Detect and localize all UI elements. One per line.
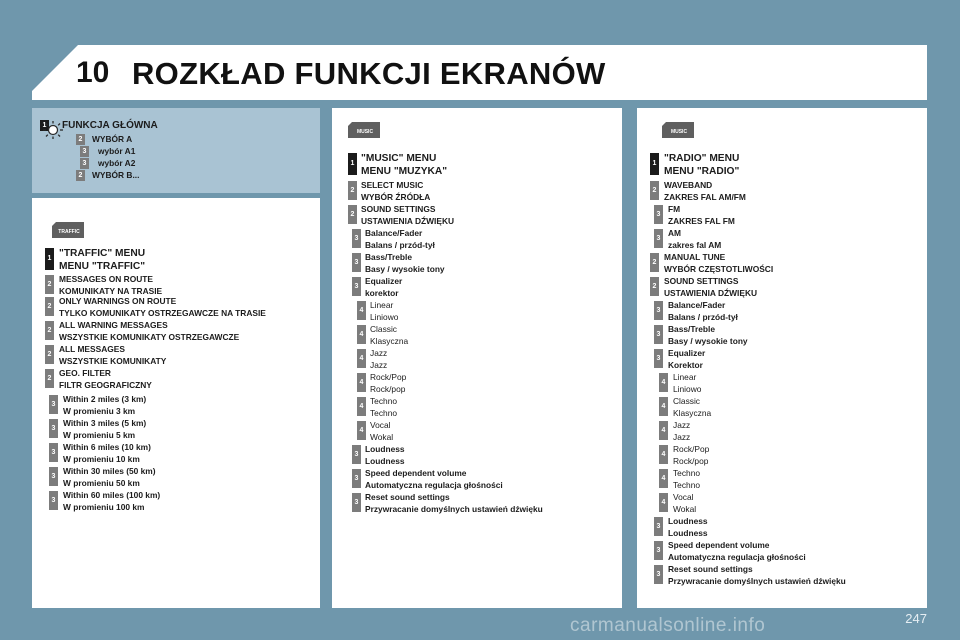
svg-text:MUSIC: MUSIC — [670, 129, 688, 135]
level-badge: 2 — [45, 275, 54, 294]
level-badge: 4 — [357, 301, 366, 320]
level-badge: 4 — [659, 373, 668, 392]
menu-item-line: Klasyczna — [370, 335, 409, 346]
menu-item-line: SELECT MUSIC — [361, 180, 424, 190]
menu-item-line: Automatyczna regulacja głośności — [668, 551, 806, 562]
menu-item-line: KOMUNIKATY NA TRASIE — [59, 285, 163, 296]
menu-item-label — [673, 372, 701, 395]
menu-item-label: wybór A1 — [98, 146, 136, 156]
menu-item-line: MANUAL TUNE — [664, 252, 726, 262]
level-badge: 2 — [45, 297, 54, 316]
level-badge: 3 — [654, 565, 663, 584]
menu-item-line: Within 2 miles (3 km) — [63, 394, 147, 404]
level-badge: 4 — [659, 445, 668, 464]
level-badge: 3 — [49, 419, 58, 438]
menu-item-line: Basy / wysokie tony — [365, 263, 445, 274]
menu-item-line: Loudness — [365, 455, 405, 466]
menu-item-label — [361, 204, 454, 227]
level-badge: 3 — [49, 443, 58, 462]
level-badge: 3 — [654, 349, 663, 368]
menu-item-label: WYBÓR A — [92, 134, 133, 144]
main-function-panel — [32, 108, 320, 193]
menu-item-line: W promieniu 50 km — [63, 477, 140, 488]
menu-item-label — [59, 296, 266, 319]
level-badge: 2 — [45, 345, 54, 364]
menu-item-line: Balance/Fader — [365, 228, 423, 238]
page-title: ROZKŁAD FUNKCJI EKRANÓW — [132, 56, 606, 91]
menu-item-line: Techno — [370, 407, 398, 418]
menu-item-label — [668, 300, 738, 323]
music-menu-panel — [332, 108, 622, 608]
menu-item-label — [673, 468, 700, 491]
menu-item-line: SOUND SETTINGS — [361, 204, 436, 214]
menu-item-line: ZAKRES FAL FM — [668, 215, 735, 226]
menu-item-label — [63, 442, 151, 465]
menu-item-label — [668, 204, 735, 227]
menu-item-line: W promieniu 10 km — [63, 453, 140, 464]
menu-item-label — [63, 418, 146, 441]
level-badge: 3 — [654, 541, 663, 560]
menu-item-line: "TRAFFIC" MENU — [59, 248, 146, 259]
menu-item-line: Jazz — [370, 359, 388, 370]
level-badge: 2 — [650, 253, 659, 272]
menu-item-line: Techno — [673, 479, 701, 490]
menu-item-label: WYBÓR B... — [92, 170, 140, 180]
menu-item-label — [370, 420, 393, 443]
menu-item-line: WSZYSTKIE KOMUNIKATY — [59, 355, 167, 366]
menu-item-line: korektor — [365, 287, 399, 298]
menu-item-line: Equalizer — [668, 348, 706, 358]
menu-item-line: Within 3 miles (5 km) — [63, 418, 147, 428]
menu-item-line: Within 30 miles (50 km) — [63, 466, 156, 476]
menu-item-line: AM — [668, 228, 682, 238]
menu-item-line: Liniowo — [370, 311, 399, 322]
menu-item-line: FILTR GEOGRAFICZNY — [59, 379, 152, 390]
menu-item-label — [370, 348, 387, 371]
menu-item-label — [365, 276, 402, 299]
level-badge: 2 — [45, 369, 54, 388]
menu-item-label: FUNKCJA GŁÓWNA — [62, 120, 158, 131]
menu-item-label — [365, 252, 445, 275]
level-badge: 2 — [348, 205, 357, 224]
menu-item-line: ZAKRES FAL AM/FM — [664, 191, 746, 202]
menu-item-line: Przywracanie domyślnych ustawień dźwięku — [365, 503, 543, 514]
menu-item-line: GEO. FILTER — [59, 368, 111, 378]
level-badge: 3 — [654, 301, 663, 320]
level-badge: 3 — [654, 205, 663, 224]
radio-source-icon — [662, 122, 694, 138]
traffic-menu-panel — [32, 198, 320, 608]
svg-text:MUSIC: MUSIC — [356, 129, 374, 135]
menu-item-line: Klasyczna — [673, 407, 712, 418]
menu-item-label — [673, 420, 690, 443]
menu-item-label — [370, 372, 406, 395]
radio-menu-panel — [637, 108, 927, 608]
level-badge: 4 — [659, 469, 668, 488]
chapter-number: 10 — [76, 56, 110, 89]
menu-item-line: SOUND SETTINGS — [664, 276, 739, 286]
menu-item-label — [59, 344, 166, 367]
level-badge: 4 — [659, 493, 668, 512]
menu-item-line: FM — [668, 204, 681, 214]
menu-item-line: W promieniu 5 km — [63, 429, 136, 440]
menu-item-label — [668, 348, 705, 371]
menu-item-line: Balance/Fader — [668, 300, 726, 310]
menu-item-line: Automatyczna regulacja głośności — [365, 479, 503, 490]
menu-item-label — [59, 274, 162, 297]
menu-item-line: Rock/pop — [370, 383, 406, 394]
menu-item-line: Rock/pop — [673, 455, 709, 466]
level-badge: 4 — [357, 325, 366, 344]
menu-item-line: Loudness — [365, 444, 405, 454]
menu-item-label — [365, 468, 503, 491]
level-badge: 4 — [357, 421, 366, 440]
level-badge: 3 — [654, 517, 663, 536]
level-badge: 3 — [352, 469, 361, 488]
menu-item-line: ALL MESSAGES — [59, 344, 125, 354]
menu-item-line: Techno — [370, 396, 398, 406]
menu-item-label — [63, 394, 146, 417]
menu-item-line: Bass/Treble — [668, 324, 716, 334]
menu-item-line: MESSAGES ON ROUTE — [59, 274, 153, 284]
menu-item-line: WYBÓR ŹRÓDŁA — [361, 191, 431, 202]
menu-item-line: USTAWIENIA DŹWIĘKU — [361, 215, 455, 226]
menu-item-label — [673, 396, 711, 419]
level-badge: 4 — [357, 397, 366, 416]
menu-item-line: MENU "RADIO" — [664, 165, 740, 177]
menu-item-label — [668, 540, 806, 563]
menu-item-line: Classic — [370, 324, 397, 334]
menu-item-line: W promieniu 3 km — [63, 405, 136, 416]
menu-item-line: TYLKO KOMUNIKATY OSTRZEGAWCZE NA TRASIE — [59, 307, 266, 318]
level-badge: 2 — [76, 134, 85, 145]
level-badge: 4 — [357, 349, 366, 368]
menu-item-label — [664, 153, 739, 178]
menu-item-label — [664, 180, 746, 203]
level-badge: 3 — [49, 491, 58, 510]
menu-item-label — [664, 252, 773, 275]
menu-item-label — [365, 492, 543, 515]
menu-item-line: ALL WARNING MESSAGES — [59, 320, 168, 330]
level-badge: 3 — [352, 445, 361, 464]
menu-item-line: Reset sound settings — [668, 564, 753, 574]
menu-item-line: USTAWIENIA DŹWIĘKU — [664, 287, 758, 298]
menu-item-line: WSZYSTKIE KOMUNIKATY OSTRZEGAWCZE — [59, 331, 240, 342]
menu-item-line: Reset sound settings — [365, 492, 450, 502]
menu-item-label: wybór A2 — [98, 158, 136, 168]
menu-item-label — [59, 368, 152, 391]
menu-item-line: Liniowo — [673, 383, 702, 394]
menu-item-label — [668, 516, 708, 539]
menu-item-label — [668, 324, 748, 347]
menu-item-label — [673, 444, 709, 467]
level-badge: 3 — [654, 229, 663, 248]
menu-item-line: "MUSIC" MENU — [361, 153, 437, 164]
menu-item-line: Techno — [673, 468, 701, 478]
menu-item-line: Rock/Pop — [673, 444, 710, 454]
level-badge: 4 — [659, 397, 668, 416]
menu-item-line: Jazz — [370, 348, 388, 358]
level-badge: 1 — [650, 153, 659, 175]
menu-item-line: WAVEBAND — [664, 180, 713, 190]
level-badge: 2 — [45, 321, 54, 340]
menu-item-label — [673, 492, 696, 515]
menu-item-line: Wokal — [370, 431, 394, 442]
level-badge: 3 — [352, 493, 361, 512]
menu-item-line: W promieniu 100 km — [63, 501, 145, 512]
level-badge: 3 — [352, 253, 361, 272]
menu-item-line: WYBÓR CZĘSTOTLIWOŚCI — [664, 263, 774, 274]
menu-item-line: Within 60 miles (100 km) — [63, 490, 161, 500]
sun-icon — [40, 120, 66, 140]
menu-item-label — [668, 564, 846, 587]
menu-item-label — [59, 248, 145, 273]
menu-item-line: Linear — [673, 372, 697, 382]
svg-text:TRAFFIC: TRAFFIC — [58, 229, 80, 235]
level-badge: 4 — [357, 373, 366, 392]
menu-item-label — [365, 228, 435, 251]
menu-item-line: Balans / przód-tył — [365, 239, 435, 250]
menu-item-line: Vocal — [370, 420, 391, 430]
page-number: 247 — [905, 611, 927, 626]
level-badge: 2 — [650, 277, 659, 296]
menu-item-line: Speed dependent volume — [365, 468, 467, 478]
level-badge: 3 — [80, 158, 89, 169]
level-badge: 1 — [45, 248, 54, 270]
traffic-icon — [52, 222, 84, 238]
menu-item-label — [664, 276, 757, 299]
level-badge: 1 — [348, 153, 357, 175]
menu-item-label — [370, 324, 408, 347]
menu-item-label — [63, 466, 156, 489]
menu-item-label — [361, 153, 447, 178]
level-badge: 2 — [76, 170, 85, 181]
menu-item-line: Basy / wysokie tony — [668, 335, 748, 346]
menu-item-label — [370, 300, 398, 323]
menu-item-line: Within 6 miles (10 km) — [63, 442, 151, 452]
menu-item-line: Jazz — [673, 431, 691, 442]
menu-item-line: Loudness — [668, 516, 708, 526]
menu-item-line: Loudness — [668, 527, 708, 538]
level-badge: 1 — [40, 120, 49, 131]
level-badge: 3 — [352, 229, 361, 248]
level-badge: 3 — [352, 277, 361, 296]
watermark: carmanualsonline.info — [570, 615, 766, 636]
level-badge: 3 — [654, 325, 663, 344]
level-badge: 3 — [80, 146, 89, 157]
level-badge: 2 — [650, 181, 659, 200]
level-badge: 4 — [659, 421, 668, 440]
menu-item-label — [668, 228, 721, 251]
menu-item-line: Linear — [370, 300, 394, 310]
menu-item-label — [365, 444, 405, 467]
menu-item-line: Bass/Treble — [365, 252, 413, 262]
menu-item-line: Jazz — [673, 420, 691, 430]
menu-item-line: Speed dependent volume — [668, 540, 770, 550]
menu-item-line: Przywracanie domyślnych ustawień dźwięku — [668, 575, 846, 586]
menu-item-line: "RADIO" MENU — [664, 153, 740, 164]
menu-item-line: Classic — [673, 396, 700, 406]
menu-item-label — [370, 396, 397, 419]
level-badge: 3 — [49, 395, 58, 414]
menu-item-line: MENU "MUZYKA" — [361, 165, 448, 177]
music-source-icon — [348, 122, 380, 138]
menu-item-line: Balans / przód-tył — [668, 311, 738, 322]
menu-item-line: Wokal — [673, 503, 697, 514]
menu-item-label — [361, 180, 430, 203]
menu-item-label — [59, 320, 239, 343]
menu-item-line: Equalizer — [365, 276, 403, 286]
menu-item-line: ONLY WARNINGS ON ROUTE — [59, 296, 177, 306]
menu-item-label — [63, 490, 160, 513]
menu-item-line: MENU "TRAFFIC" — [59, 260, 146, 272]
menu-item-line: Vocal — [673, 492, 694, 502]
menu-item-line: Rock/Pop — [370, 372, 407, 382]
level-badge: 3 — [49, 467, 58, 486]
level-badge: 2 — [348, 181, 357, 200]
menu-item-line: zakres fal AM — [668, 239, 722, 250]
menu-item-line: Korektor — [668, 359, 703, 370]
